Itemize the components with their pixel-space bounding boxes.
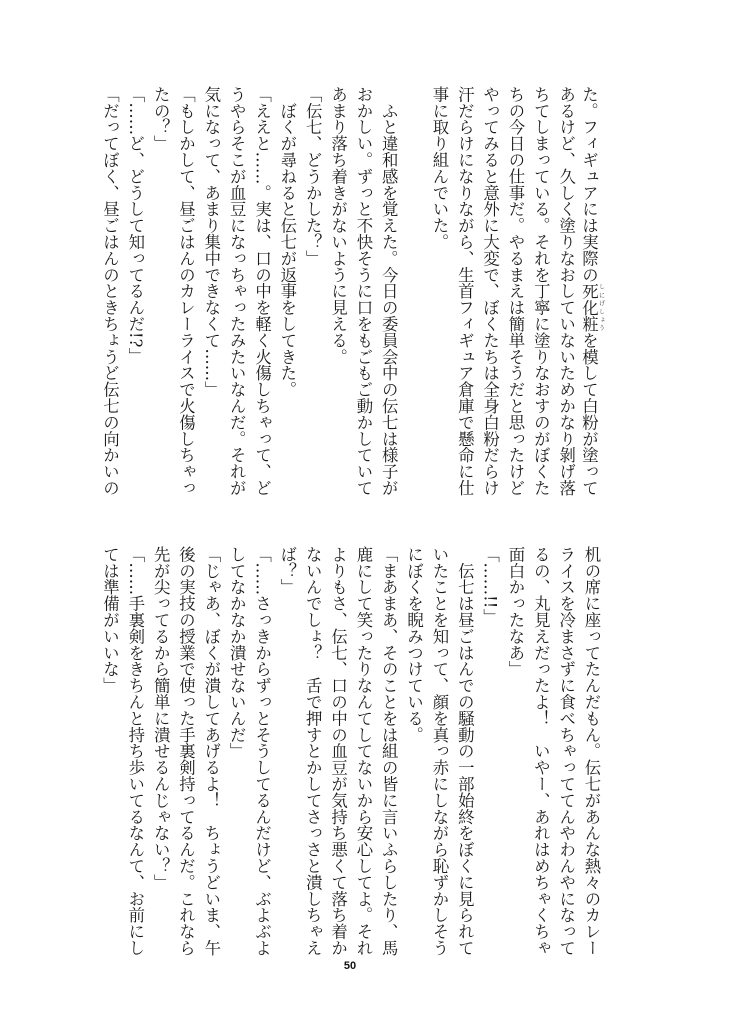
text-line [579,86,604,498]
text-block-bottom [97,546,604,958]
ruby-base: 死化粧 [579,282,599,333]
text-segment: 「伝七、どうかした？」 [303,86,323,267]
text-line [452,546,477,958]
text-line [97,546,122,958]
text-segment: にぼくを睨みつけている。 [404,546,424,743]
text-line [325,546,350,958]
text-segment: を模して白粉が塗って [579,332,599,497]
ruby-annotation [579,282,605,333]
text-line [97,86,122,498]
text-line [376,546,401,958]
text-line [325,86,350,498]
text-segment: ば？」 [277,546,297,596]
text-segment: 伝七は昼ごはんでの騒動の一部始終をぼくに見られて [455,546,475,956]
text-segment: 「まあまあ、そのことをは組の皆に言いふらしたり、馬 [379,546,399,956]
text-segment: あるけど、久しく塗りなおしていないためかなり剝げ落 [556,86,576,496]
text-segment: よりもさ、伝七、口の中の血豆が気持ち悪くて落ち着か [328,546,348,956]
text-segment: るの、丸見えだったよ！ いやー、あれはめちゃくちゃ [531,546,551,956]
text-line [173,546,198,958]
text-line [173,86,198,498]
text-segment: 気になって、あまり集中できなくて……」 [201,86,221,398]
ruby-text: しにげしょう [597,282,605,333]
text-segment: 「……ど、どうして知ってるんだ!?」 [125,86,145,364]
text-segment: いたことを知って、顔を真っ赤にしながら恥ずかしそう [429,546,449,956]
text-line [300,546,325,958]
text-line [148,86,173,498]
text-line [224,546,249,958]
text-segment: あまり落ち着きがないように見える。 [328,86,348,365]
text-segment: ちの今日の仕事だ。やるまえは簡単そうだと思ったけど [505,86,525,496]
text-block-top [97,86,604,498]
text-segment: してなかなか潰せないんだ」 [227,546,247,760]
text-line [249,546,274,958]
text-segment: 「……さっきからずっとそうしてるんだけど、ぶよぶよ [252,546,272,956]
text-segment: たの？」 [151,86,171,152]
text-segment: 鹿にして笑ったりなんてしてないから安心してよ。それ [353,546,373,956]
text-line [427,546,452,958]
text-line [199,546,224,958]
text-segment: 「ええと……。実は、口の中を軽く火傷しちゃって、ど [252,86,272,496]
text-segment: 「……!!」 [480,546,500,625]
text-line [376,86,401,498]
text-line [275,546,300,958]
text-line [553,546,578,958]
text-line [401,546,426,958]
text-segment: おかしい。ずっと不快そうに口をもごもご動かしていて [353,86,373,496]
text-line [275,86,300,498]
text-segment: 先が尖ってるから簡単に潰せるんじゃない？」 [151,546,171,891]
text-segment: ちてしまっている。それを丁寧に塗りなおすのがぼくた [531,86,551,496]
text-segment: た。フィギュアには実際の [579,86,599,283]
text-line [224,86,249,498]
text-line [427,86,452,498]
text-segment: 「もしかして、昼ごはんのカレーライスで火傷しちゃっ [176,86,196,496]
text-segment: やってみると意外に大変で、ぼくたちは全身白粉だらけ [480,86,500,496]
text-line [477,86,502,498]
text-line [351,546,376,958]
text-line [528,86,553,498]
text-line [503,546,528,958]
text-line [122,86,147,498]
text-segment: 後の実技の授業で使った手裏剣持ってるんだ。これなら [176,546,196,956]
text-line [528,546,553,958]
text-segment: ないんでしょ？ 舌で押すとかしてさっさと潰しちゃえ [303,546,323,956]
text-line [579,546,604,958]
text-segment: 机の席に座ってたんだもん。伝七があんな熱々のカレー [582,546,601,956]
text-segment: 「……手裏剣をきちんと持ち歩いてるなんて、お前にし [125,546,145,956]
text-line [553,86,578,498]
text-line [122,546,147,958]
text-segment: 「じゃあ、ぼくが潰してあげるよ！ ちょうどいま、午 [201,546,221,956]
text-line [199,86,224,498]
text-segment: 面白かったなあ」 [505,546,525,678]
text-line [503,86,528,498]
text-line [401,86,426,498]
text-segment: ぼくが尋ねると伝七が返事をしてきた。 [277,86,297,398]
text-segment: 事に取り組んでいた。 [429,86,449,250]
text-segment: ライスを冷まさずに食べちゃっててんやわんやになって [556,546,576,956]
text-line [300,86,325,498]
text-segment: ては準備がいいな」 [100,546,120,694]
text-segment: 「だってぼく、昼ごはんのときちょうど伝七の向かいの [100,86,120,496]
text-segment: うやらそこが血豆になっちゃったみたいなんだ。それが [227,86,247,496]
text-line [452,86,477,498]
text-segment: ふと違和感を覚えた。今日の委員会中の伝七は様子が [379,86,399,496]
text-line [351,86,376,498]
text-line [477,546,502,958]
text-segment: 汗だらけになりながら、生首フィギュア倉庫で懸命に仕 [455,86,475,496]
text-line [148,546,173,958]
text-line [249,86,274,498]
page-number: 50 [343,960,357,972]
